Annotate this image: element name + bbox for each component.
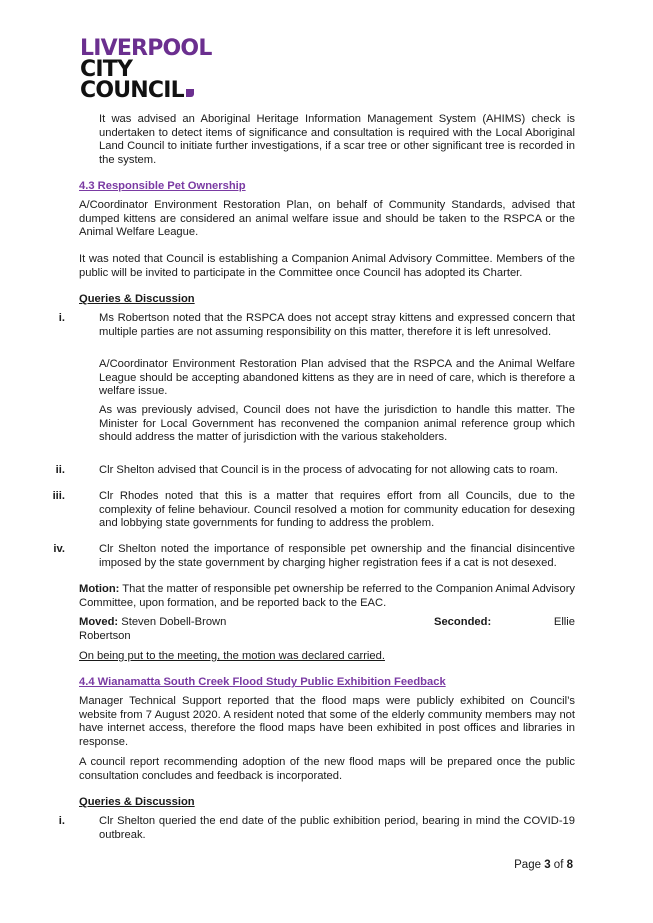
paragraph-ahims: It was advised an Aboriginal Heritage Information Management System (AHIMS) check is undertaken to detect items of significance and consultation is required with the Local Aboriginal Land Council to initiate further investigations, if a scar tree or other significant tree is recorded in the system. [99, 113, 575, 166]
council-logo [80, 38, 212, 101]
section-heading-4-4: 4.4 Wianamatta South Creek Flood Study Public Exhibition Feedback [79, 676, 446, 688]
paragraph-flood-maps: Manager Technical Support reported that the flood maps were publicly exhibited on Council’s website from 7 August 2020. A resident noted that some of the elderly community members may not have internet access, therefore the flood maps have been exhibited in post offices and libraries in response. [79, 695, 575, 748]
logo-line-2: CITY [80, 57, 133, 82]
list-item-paragraph: Clr Shelton queried the end date of the public exhibition period, bearing in mind the COVID-19 outbreak. [99, 815, 575, 841]
queries-discussion-heading: Queries & Discussion [79, 293, 195, 305]
paragraph-kittens: A/Coordinator Environment Restoration Plan, on behalf of Community Standards, advised that dumped kittens are considered an animal welfare issue and should be taken to the RSPCA or the Animal Welfare League. [79, 199, 575, 239]
seconded-label: Seconded: [434, 616, 492, 628]
queries-discussion-heading: Queries & Discussion [79, 796, 195, 808]
logo-line-1: LIVERPOOL [80, 36, 212, 61]
list-item-paragraph: Clr Rhodes noted that this is a matter that requires effort from all Councils, due to the complexity of feline behaviour. Council resolved a motion for community education for desexing and lobbying state governments for funding to address the problem. [99, 490, 575, 530]
paragraph-council-report: A council report recommending adoption of the new flood maps will be prepared once the public consultation concludes and feedback is incorporated. [79, 756, 575, 782]
list-item-paragraph: Clr Shelton noted the importance of responsible pet ownership and the financial disincentive imposed by the state government by charging higher registration fees if a cat is not desexed. [99, 543, 575, 569]
list-item-paragraph: Clr Shelton advised that Council is in the process of advocating for not allowing cats to roam. [99, 464, 558, 476]
list-item-paragraph: As was previously advised, Council does not have the jurisdiction to handle this matter. The Minister for Local Government has reconvened the companion animal reference group which should address the matter of jurisdiction with the various stakeholders. [99, 404, 575, 444]
list-number: i. [58, 312, 65, 324]
moved-label: Moved: [79, 616, 119, 628]
list-item-paragraph: A/Coordinator Environment Restoration Plan advised that the RSPCA and the Animal Welfare League should be accepting abandoned kittens as they are in need of care, which is therefore a welfare issue. [99, 358, 575, 398]
paragraph-committee: It was noted that Council is establishing a Companion Animal Advisory Committee. Members of the public will be invited to participate in the Committee once Council has adopted its Charter. [79, 253, 575, 279]
list-number: i. [58, 815, 65, 827]
page-footer: Page 3 of 8 [514, 859, 573, 871]
list-number: ii. [55, 464, 65, 476]
seconded-name: Ellie [553, 616, 575, 628]
section-heading-4-3: 4.3 Responsible Pet Ownership [79, 180, 246, 192]
seconded-name-cont: Robertson [79, 630, 131, 642]
motion-paragraph: Motion: That the matter of responsible pet ownership be referred to the Companion Animal Advisory Committee, upon formation, and be reported back to the EAC. [79, 583, 576, 609]
logo-dot-icon [186, 89, 194, 97]
moved-line [79, 616, 575, 630]
list-item-paragraph: Ms Robertson noted that the RSPCA does not accept stray kittens and expressed concern that multiple parties are not assuming responsibility on this matter, therefore it is left unresolved. [99, 312, 575, 338]
logo-line-3: COUNCIL [80, 80, 212, 101]
list-number: iv. [53, 543, 65, 555]
motion-carried: On being put to the meeting, the motion was declared carried. [79, 650, 385, 662]
moved-name: Steven Dobell-Brown [118, 616, 227, 628]
list-number: iii. [52, 490, 65, 502]
